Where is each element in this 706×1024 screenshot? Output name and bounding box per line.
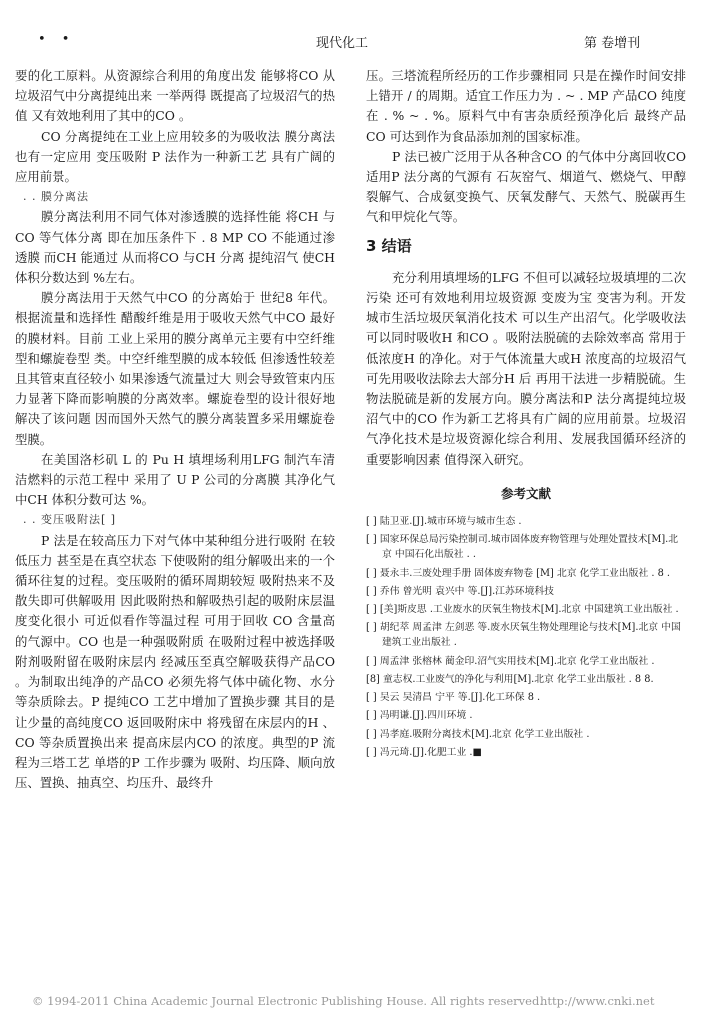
reference-list: [366, 514, 686, 760]
page-footer: [32, 994, 682, 1008]
left-column: [15, 66, 335, 793]
paragraph: P 法是在较高压力下对气体中某种组分进行吸附 在较低压力 甚至是在真空状态 下使吸附的组分解吸出来的一个循环往复的过程。变压吸附的循环周期较短 吸附热来不及散失即可供解吸用 因此吸附热和解吸热引起的吸附床层温度变化很小 可近似看作等温过程 可用于回收 CO 含量高的气源中。CO 也是一种强吸附质 在吸附过程中被选择吸附剂吸附留在吸附床层内 经减压至真空解吸获得产品CO 。为制取出纯净的产品CO 必须先将气体中硫化物、水分等杂质除去。P 提纯CO 工艺中增加了置换步骤 其目的是让少量的高纯度CO 返回吸附床中 将残留在床层内的H 、CO 等杂质置换出来 提高床层内CO 的浓度。典型的P 流程为三塔工艺 单塔的P 工作步骤为 吸附、均压降、顺向放压、置换、抽真空、均压升、最终升: [15, 532, 335, 791]
paragraph: 充分利用填埋场的LFG 不但可以减轻垃圾填埋的二次污染 还可有效地利用垃圾资源 变废为宝 变害为利。开发城市生活垃圾厌氧消化技术 可以生产出沼气。化学吸收法可以同时吸收H 和CO 。吸附法脱硫的去除效率高 常用于低浓度H 的净化。对于气体流量大或H 浓度高的垃圾沼气 可先用吸收法除去大部分H 后 再用干法进一步精脱硫。生物法脱硫是新的发展方向。膜分离法和P 法分离提纯垃圾沼气中的CO 作为新工艺将具有广阔的应用前景。垃圾沼气净化技术是垃圾资源化综合利用、发展我国循环经济的重要影响因素 值得深入研究。: [366, 269, 686, 467]
section-heading-conclusion: 3 结语: [366, 236, 412, 255]
header-dots: • •: [38, 32, 76, 47]
reference-item: [ ] [美]斯皮思 .工业废水的厌氧生物技术[M].北京 中国建筑工业出版社 .: [366, 604, 679, 616]
reference-item: [ ] 陆卫亚.[J].城市环境与城市生态 .: [366, 516, 522, 528]
reference-item: [ ] 聂永丰.三废处理手册 固体废弃物卷 [M] 北京 化学工业出版社 . 8 .: [366, 567, 671, 579]
copyright-notice: © 1994-2011 China Academic Journal Electronic Publishing House. All rights reserved.: [32, 994, 543, 1008]
subsection-heading-psa: . . 变压吸附法[ ]: [23, 513, 117, 527]
paragraph: 膜分离法用于天然气中CO 的分离始于 世纪8 年代。根据流量和选择性 醋酸纤维是用于吸收天然气中CO 最好的膜材料。目前 工业上采用的膜分离单元主要有中空纤维型和螺旋卷型 类。中空纤维型膜的成本较低 但渗透性较差 且其管束直径较小 如果渗透气流量过大 则会导致管束内压力显著下降而影响膜的分离效率。螺旋卷型的设计很好地解决了该问题 因而国外天然气的膜分离装置多采用螺旋卷型膜。: [15, 290, 335, 447]
reference-item: [ ] 冯明谦.[J].四川环境 .: [366, 710, 473, 722]
reference-item: [ ] 胡纪萃 周孟津 左剑恶 等.废水厌氧生物处理理论与技术[M].北京 中国建筑工业出版社 .: [366, 622, 681, 649]
reference-item: [ ] 吴云 吴清昌 宁平 等.[J].化工环保 8 .: [366, 692, 541, 704]
paragraph: 压。三塔流程所经历的工作步骤相同 只是在操作时间安排上错开 / 的周期。适宜工作压力为 . ~ . MP 产品CO 纯度在 . % ~ . %。原料气中有害杂质经预净化后 最终产品CO 可达到作为食品添加剂的国家标准。: [366, 68, 686, 144]
journal-title: 现代化工: [316, 36, 369, 51]
paragraph: CO 分离提纯在工业上应用较多的为吸收法 膜分离法也有一定应用 变压吸附 P 法作为一种新工艺 具有广阔的应用前景。: [15, 128, 335, 185]
right-column: [366, 66, 686, 763]
paragraph: P 法已被广泛用于从各种含CO 的气体中分离回收CO 适用P 法分离的气源有 石灰窑气、烟道气、燃烧气、甲醇裂解气、合成氨变换气、厌氧发酵气、天然气、脱碳再生气和甲烷化气等。: [366, 148, 686, 225]
reference-item: [ ] 周孟津 张榕林 蔺金印.沼气实用技术[M].北京 化学工业出版社 .: [366, 655, 655, 667]
paragraph: 膜分离法利用不同气体对渗透膜的选择性能 将CH 与CO 等气体分离 即在加压条件下 . 8 MP CO 不能通过渗透膜 而CH 能通过 从而将CO 与CH 分离 提纯沼气 使CH 体积分数达到 %左右。: [15, 209, 335, 286]
references-title: 参考文献: [500, 485, 551, 501]
reference-item: [ ] 冯元琦.[J].化肥工业 .■: [366, 746, 482, 758]
page-header: [0, 32, 706, 54]
reference-item: [ ] 乔伟 曾光明 袁兴中 等.[J].江苏环境科技: [366, 585, 554, 597]
reference-item: [8] 童志权.工业废气的净化与利用[M].北京 化学工业出版社 . 8 8.: [366, 673, 654, 685]
reference-item: [ ] 国家环保总局污染控制司.城市固体废弃物管理与处理处置技术[M].北京 中国石化出版社 . .: [366, 534, 679, 561]
reference-item: [ ] 冯孝庭.吸附分离技术[M].北京 化学工业出版社 .: [366, 728, 590, 740]
issue-label: 第 卷增刊: [584, 36, 641, 51]
paragraph: 要的化工原料。从资源综合利用的角度出发 能够将CO 从垃圾沼气中分离提纯出来 一举两得 既提高了垃圾沼气的热值 又有效地利用了其中的CO 。: [15, 68, 335, 124]
paragraph: 在美国洛杉矶 L 的 Pu H 填埋场利用LFG 制汽车清洁燃料的示范工程中 采用了 U P 公司的分离膜 其净化气中CH 体积分数可达 %。: [15, 451, 335, 508]
footer-url: http://www.cnki.net: [540, 994, 655, 1008]
subsection-heading-membrane: . . 膜分离法: [23, 190, 89, 204]
